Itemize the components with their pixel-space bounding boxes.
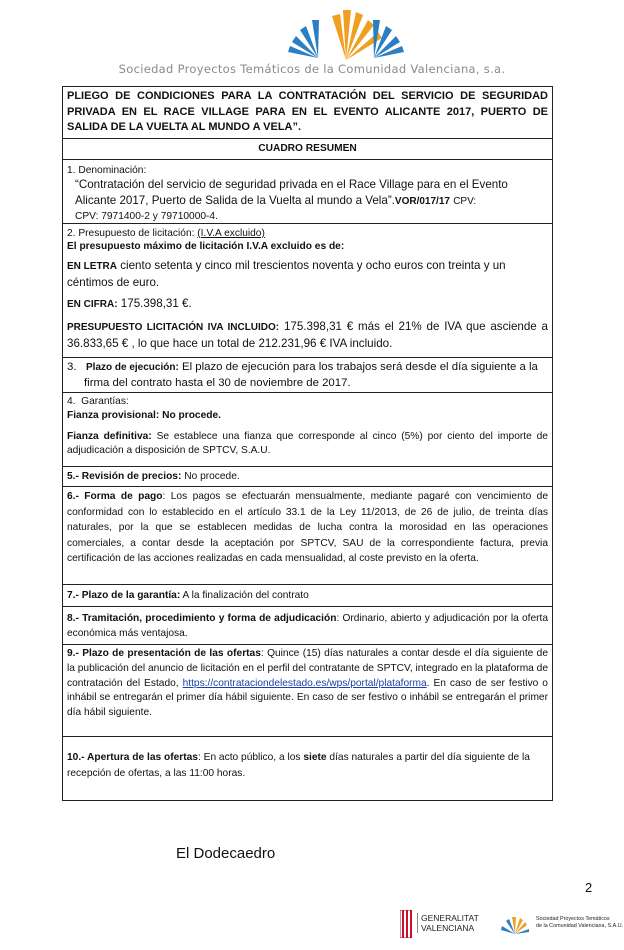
section-5 — [63, 467, 552, 487]
s2-label: Presupuesto de licitación: — [78, 228, 195, 239]
s10-bold: siete — [303, 752, 327, 764]
s4-definitiva-label: Fianza definitiva: — [67, 431, 152, 443]
s1-text: “Contratación del servicio de seguridad privada en el Race Village para en el Evento Alicante 2017, Puerto de Salida de la Vuelta al mundo a Vela”. — [75, 178, 508, 208]
section-6 — [63, 487, 552, 585]
s1-num: 1. — [67, 165, 76, 176]
s9-label: 9.- Plazo de presentación de las ofertas — [67, 648, 261, 659]
s2-label-iva: (I.V.A excluido) — [197, 228, 265, 239]
s2-cifra-text: 175.398,31 €. — [120, 297, 192, 311]
s9-text-a: : Quince (15) días naturales a contar desde el día siguiente de la publicación del anuncio de licitación en el perfil del contratante de SPTCV, integrado en la plataforma de contratación del Estado, — [67, 648, 549, 689]
s7-text: A la finalización del contrato — [182, 590, 309, 601]
section-4 — [63, 393, 552, 467]
s8-text: : Ordinario, abierto y adjudicación por la oferta económica más ventajosa. — [67, 613, 548, 639]
section-8 — [63, 607, 552, 645]
footer-logos — [398, 904, 622, 948]
s10-label: 10.- Apertura de las ofertas — [67, 752, 198, 764]
s6-label: 6.- Forma de pago — [67, 491, 163, 502]
s6-text: : Los pagos se efectuarán mensualmente, mediante pagaré con vencimiento de conformidad con lo establecido en el artículo 33.1 de la Ley 11/2013, de 26 de julio, de treinta días naturales, por la que se establecen medidas de lucha contra la morosidad en las operaciones comerciales, a contar desde la aceptación por SPTCV, SAU de la correspondiente factura, previa certificación de las acciones realizadas en cada mensualidad, al coste previsto en la oferta. — [67, 491, 548, 564]
document-title: PLIEGO DE CONDICIONES PARA LA CONTRATACIÓN DEL SERVICIO DE SEGURIDAD PRIVADA EN EL RACE VILLAGE PARA EN EL EVENTO ALICANTE 2017, PUERTO DE SALIDA DE LA VUELTA AL MUNDO A VELA”. — [67, 90, 548, 133]
s2-num: 2. — [67, 228, 76, 239]
s2-iva-label: PRESUPUESTO LICITACIÓN IVA INCLUIDO: — [67, 322, 280, 334]
section-7 — [63, 585, 552, 607]
s4-num: 4. — [67, 396, 76, 407]
s4-definitiva-text: Se establece una fianza que corresponde al cinco (5%) por ciento del importe de adjudicación a disposición de SPTCV, S.A.U. — [67, 431, 548, 456]
s2-letra-text: ciento setenta y cinco mil trescientos noventa y ocho euros con treinta y un céntimos de euro. — [67, 259, 506, 290]
s2-cifra-label: EN CIFRA: — [67, 299, 118, 311]
subtitle-row — [63, 139, 552, 160]
s8-label: 8.- Tramitación, procedimiento y forma de adjudicación — [67, 613, 337, 624]
section-1 — [63, 160, 552, 224]
header-logo — [0, 0, 624, 82]
s5-label: 5.- Revisión de precios: — [67, 471, 182, 482]
sptcv-line1: Sociedad Proyectos Temáticos — [536, 916, 610, 922]
s3-num: 3. — [67, 361, 77, 373]
s1-cpv-label: CPV: — [453, 196, 477, 208]
s9-link[interactable]: https://contrataciondelestado.es/wps/portal/plataforma — [182, 677, 427, 689]
title-row — [63, 87, 552, 139]
section-2 — [63, 224, 552, 358]
s5-text: No procede. — [184, 471, 240, 482]
org-name: Sociedad Proyectos Temáticos de la Comunidad Valenciana, s.a. — [118, 62, 506, 76]
summary-table — [62, 86, 553, 801]
section-9 — [63, 645, 552, 737]
s2-iva-text: 175.398,31 € más el 21% de IVA que asciende a 36.833,65 € , lo que hace un total de 212.231,96 € IVA incluido. — [67, 320, 548, 351]
document-subtitle: CUADRO RESUMEN — [258, 143, 357, 154]
s3-text: El plazo de ejecución para los trabajos será desde el día siguiente a la firma del contrato hasta el 30 de noviembre de 2017. — [84, 361, 538, 389]
s2-heading: El presupuesto máximo de licitación I.V.A excluido es de: — [67, 241, 345, 253]
generalitat-logo-icon — [400, 910, 412, 938]
sun-rays-logo-icon — [286, 4, 406, 62]
s1-cpv: CPV: 7971400-2 y 79710000-4. — [75, 211, 218, 223]
s1-ref: VOR/017/17 — [394, 196, 450, 208]
s2-letra-label: EN LETRA — [67, 261, 117, 273]
s4-label: Garantías: — [81, 396, 129, 407]
section-10 — [63, 737, 552, 794]
s1-label: Denominación: — [78, 165, 147, 176]
s7-label: 7.- Plazo de la garantía: — [67, 590, 181, 601]
generalitat-line1: GENERALITAT — [421, 913, 479, 923]
sptcv-small-logo-icon — [500, 914, 530, 934]
s10-text-a: : En acto público, a los — [197, 752, 301, 764]
s4-provisional: Fianza provisional: No procede. — [67, 410, 221, 422]
section-3 — [63, 358, 552, 393]
s10-text-b: días naturales a partir del día siguiente de la recepción de ofertas, a las 11:00 horas. — [67, 752, 530, 779]
s3-label: Plazo de ejecución: — [86, 362, 179, 373]
generalitat-line2: VALENCIANA — [421, 923, 475, 933]
s9-text-b: . En caso de ser festivo o inhábil se entregarán el primer día hábil siguiente. En caso de ser festivo o inhábil se entregarán el primer día hábil siguiente. — [67, 677, 548, 719]
footer-company: El Dodecaedro — [176, 845, 276, 862]
sptcv-line2: de la Comunidad Valenciana, S.A.U. — [536, 923, 624, 929]
page-number: 2 — [585, 880, 593, 895]
